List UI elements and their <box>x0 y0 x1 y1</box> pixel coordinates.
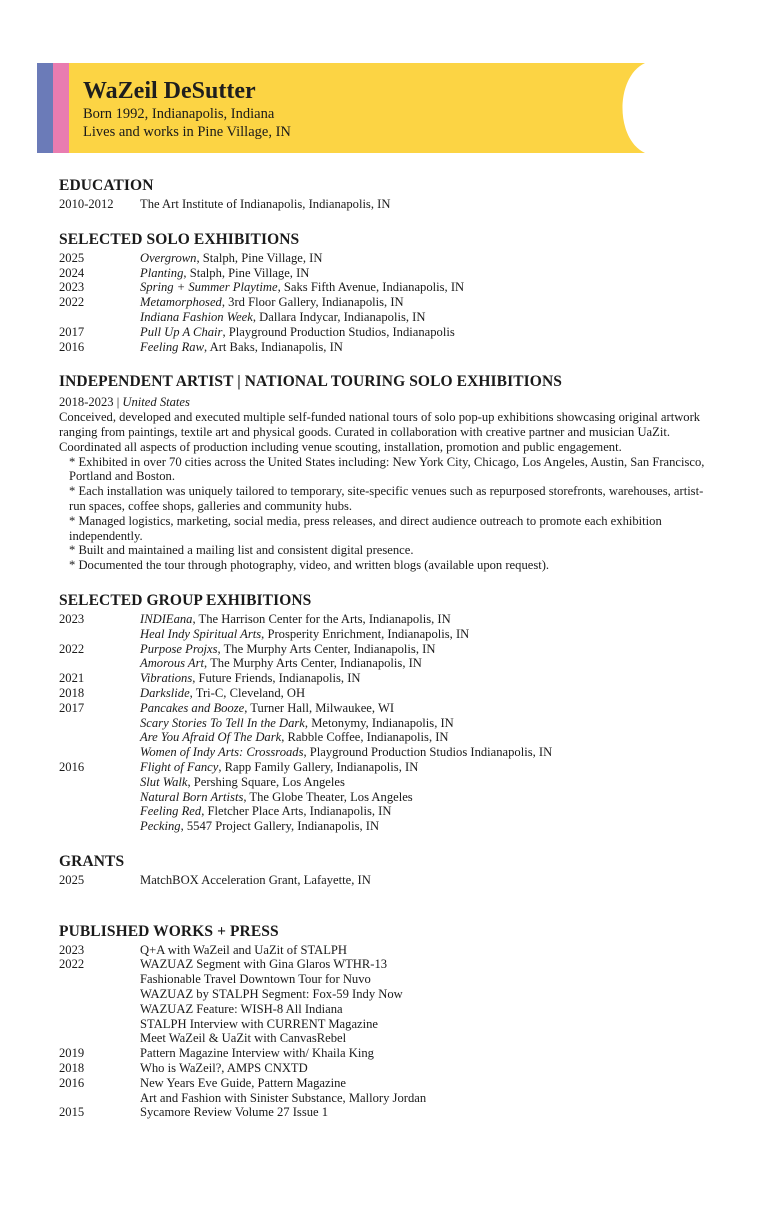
item-text <box>140 686 719 701</box>
item-detail: , Playground Production Studios, Indianapolis <box>222 324 455 339</box>
item-detail: Meet WaZeil & UaZit with CanvasRebel <box>140 1031 347 1046</box>
item-year <box>59 656 140 671</box>
item-text <box>140 340 719 355</box>
item-text <box>140 987 719 1002</box>
list-item <box>59 340 719 355</box>
item-detail: , Turner Hall, Milwaukee, WI <box>244 700 395 715</box>
header-banner <box>37 63 647 153</box>
item-title: Pancakes and Booze <box>140 700 245 715</box>
section-heading: EDUCATION <box>59 177 154 194</box>
item-text <box>140 1091 719 1106</box>
item-detail: , 5547 Project Gallery, Indianapolis, IN <box>180 819 380 834</box>
item-text <box>140 760 719 775</box>
list-item <box>59 1076 719 1091</box>
list-item <box>59 957 719 972</box>
item-detail: Fashionable Travel Downtown Tour for Nuvo <box>140 972 371 987</box>
item-detail: , The Globe Theater, Los Angeles <box>243 789 413 804</box>
list-item <box>59 943 719 958</box>
item-text <box>140 642 719 657</box>
education-section <box>59 176 719 212</box>
item-text <box>140 251 719 266</box>
item-text <box>140 266 719 281</box>
bullet-item: * Exhibited in over 70 cities across the United States including: New York City, Chicago, Los Angeles, Austin, San Francisco, Portland and Boston. <box>69 454 705 484</box>
artist-name: WaZeil DeSutter <box>83 78 256 104</box>
list-item <box>59 1061 719 1076</box>
list-item <box>59 266 719 281</box>
list-item <box>59 972 719 987</box>
item-year <box>59 745 140 760</box>
list-item <box>59 295 719 310</box>
item-year: 2018 <box>59 685 85 700</box>
item-year: 2010-2012 <box>59 197 114 211</box>
item-year <box>59 972 140 987</box>
item-detail: STALPH Interview with CURRENT Magazine <box>140 1016 379 1031</box>
list-item <box>59 745 719 760</box>
item-title: Feeling Raw <box>140 339 205 354</box>
item-detail: Q+A with WaZeil and UaZit of STALPH <box>140 942 348 957</box>
group-exhibitions-list <box>59 612 719 834</box>
item-detail: WAZUAZ Segment with Gina Glaros WTHR-13 <box>140 957 388 972</box>
item-detail: , The Murphy Arts Center, Indianapolis, IN <box>217 641 436 656</box>
item-year: 2016 <box>59 1075 85 1090</box>
pink-stripe <box>53 63 69 153</box>
solo-exhibitions-section <box>59 230 719 355</box>
item-detail: Who is WaZeil?, AMPS CNXTD <box>140 1061 308 1076</box>
item-detail: , Pershing Square, Los Angeles <box>187 774 345 789</box>
item-title: Natural Born Artists <box>140 789 244 804</box>
list-item <box>59 1091 719 1106</box>
tour-years: 2018-2023 | <box>59 395 123 410</box>
item-detail: Sycamore Review Volume 27 Issue 1 <box>140 1105 329 1120</box>
press-section <box>59 922 719 1121</box>
item-title: Darkslide <box>140 685 190 700</box>
item-year: 2017 <box>59 700 85 715</box>
list-item <box>59 1017 719 1032</box>
item-title: Are You Afraid Of The Dark <box>140 730 282 745</box>
list-item <box>59 686 719 701</box>
bullet-item: * Built and maintained a mailing list and consistent digital presence. <box>69 543 414 558</box>
item-detail: , Fletcher Place Arts, Indianapolis, IN <box>201 804 392 819</box>
birth-info: Born 1992, Indianapolis, Indiana <box>83 106 275 122</box>
item-detail: , Stalph, Pine Village, IN <box>183 265 310 280</box>
item-detail: , Art Baks, Indianapolis, IN <box>204 339 343 354</box>
item-text <box>140 1046 719 1061</box>
item-year: 2019 <box>59 1046 85 1061</box>
bullet-item: * Managed logistics, marketing, social media, press releases, and direct audience outreach to promote each exhibition independently. <box>69 513 662 543</box>
item-text <box>140 627 719 642</box>
item-year: 2017 <box>59 324 85 339</box>
item-text <box>140 943 719 958</box>
item-text <box>140 775 719 790</box>
tour-location: United States <box>122 395 190 410</box>
item-title: Women of Indy Arts: Crossroads <box>140 745 304 760</box>
item-title: Spring + Summer Playtime <box>140 280 278 295</box>
item-text <box>140 612 719 627</box>
list-item <box>59 1002 719 1017</box>
list-item <box>59 1105 719 1120</box>
list-item <box>59 656 719 671</box>
item-detail: Art and Fashion with Sinister Substance, Mallory Jordan <box>140 1090 427 1105</box>
item-year <box>59 1031 140 1046</box>
item-text <box>140 716 719 731</box>
item-detail: , Future Friends, Indianapolis, IN <box>192 671 361 686</box>
list-item <box>59 775 719 790</box>
item-detail: , Stalph, Pine Village, IN <box>196 250 323 265</box>
item-year <box>59 790 140 805</box>
item-detail: , Playground Production Studios Indianapolis, IN <box>303 745 553 760</box>
item-text <box>140 1105 719 1120</box>
item-text <box>140 745 719 760</box>
list-item <box>59 873 719 888</box>
item-year: 2023 <box>59 611 85 626</box>
item-title: Pecking <box>140 819 181 834</box>
item-year: 2022 <box>59 295 85 310</box>
item-year <box>59 804 140 819</box>
item-year <box>59 1017 140 1032</box>
list-item <box>59 325 719 340</box>
section-heading: SELECTED GROUP EXHIBITIONS <box>59 591 312 609</box>
item-title: Planting <box>140 265 184 280</box>
item-text <box>140 1031 719 1046</box>
item-year <box>59 987 140 1002</box>
item-year <box>59 627 140 642</box>
item-title: Scary Stories To Tell In the Dark <box>140 715 305 730</box>
tour-bullets <box>59 455 719 573</box>
list-item <box>59 790 719 805</box>
item-year: 2023 <box>59 280 85 295</box>
tour-dates <box>59 395 719 410</box>
list-item <box>59 671 719 686</box>
item-title: Purpose Projxs <box>140 641 218 656</box>
list-item <box>59 760 719 775</box>
item-detail: , Tri-C, Cleveland, OH <box>189 685 306 700</box>
item-detail: WAZUAZ by STALPH Segment: Fox-59 Indy Now <box>140 987 403 1002</box>
item-title: Vibrations <box>140 671 193 686</box>
item-title: Overgrown <box>140 250 197 265</box>
grants-section <box>59 852 719 888</box>
item-year <box>59 775 140 790</box>
item-text <box>140 280 719 295</box>
grants-list <box>59 873 719 888</box>
list-item <box>59 310 719 325</box>
list-item <box>59 612 719 627</box>
item-year: 2016 <box>59 339 85 354</box>
item-text <box>140 730 719 745</box>
item-year <box>59 310 140 325</box>
item-title: Flight of Fancy <box>140 759 219 774</box>
bullet-item: * Each installation was uniquely tailored to temporary, site-specific venues such as repurposed storefronts, warehouses, artist-run spaces, coffee shops, galleries and community hubs. <box>69 484 704 513</box>
item-detail: , Rapp Family Gallery, Indianapolis, IN <box>218 759 419 774</box>
residence-info: Lives and works in Pine Village, IN <box>83 124 291 140</box>
item-detail: , Rabble Coffee, Indianapolis, IN <box>281 730 449 745</box>
item-year: 2023 <box>59 942 85 957</box>
item-year: 2025 <box>59 872 85 887</box>
item-detail: , Metonymy, Indianapolis, IN <box>304 715 454 730</box>
section-heading: PUBLISHED WORKS + PRESS <box>59 922 279 940</box>
item-year: 2016 <box>59 759 85 774</box>
item-text <box>140 1076 719 1091</box>
item-title: Metamorphosed <box>140 295 222 310</box>
item-text <box>140 804 719 819</box>
item-year <box>59 730 140 745</box>
education-list <box>59 197 719 212</box>
item-year: 2018 <box>59 1061 85 1076</box>
item-detail: New Years Eve Guide, Pattern Magazine <box>140 1075 346 1090</box>
item-title: Feeling Red <box>140 804 202 819</box>
item-text <box>140 790 719 805</box>
list-item <box>59 701 719 716</box>
item-detail: , Prosperity Enrichment, Indianapolis, IN <box>261 626 470 641</box>
item-text <box>140 1002 719 1017</box>
item-title: Slut Walk <box>140 774 188 789</box>
item-detail: , Dallara Indycar, Indianapolis, IN <box>252 309 426 324</box>
item-detail: Pattern Magazine Interview with/ Khaila King <box>140 1046 374 1061</box>
solo-exhibitions-list <box>59 251 719 355</box>
item-detail: , The Murphy Arts Center, Indianapolis, IN <box>204 656 422 671</box>
list-item <box>59 280 719 295</box>
list-item <box>59 251 719 266</box>
section-heading: SELECTED SOLO EXHIBITIONS <box>59 230 300 248</box>
item-year: 2022 <box>59 957 85 972</box>
item-detail: The Art Institute of Indianapolis, Indianapolis, IN <box>140 197 391 211</box>
section-heading: INDEPENDENT ARTIST | NATIONAL TOURING SOLO EXHIBITIONS <box>59 373 562 391</box>
blue-stripe <box>37 63 53 153</box>
tour-description: Conceived, developed and executed multiple self-funded national tours of solo pop-up exhibitions showcasing original artwork ranging from paintings, textile art and physical goods. Curated in collaboration with creative partner and musician UaZit. Coordinated all aspects of production including venue scouting, installation, promotion and public engagement. <box>59 410 701 454</box>
item-text <box>140 701 719 716</box>
item-year: 2022 <box>59 641 85 656</box>
bullet-item: * Documented the tour through photography, video, and written blogs (available upon request). <box>69 558 550 573</box>
item-text <box>140 873 719 888</box>
item-text <box>140 310 719 325</box>
item-year: 2025 <box>59 250 85 265</box>
list-item <box>59 716 719 731</box>
item-text <box>140 819 719 834</box>
list-item <box>59 804 719 819</box>
item-year: 2024 <box>59 265 85 280</box>
list-item <box>59 627 719 642</box>
item-text <box>140 1061 719 1076</box>
item-title: Heal Indy Spiritual Arts <box>140 626 262 641</box>
independent-artist-section <box>59 372 719 573</box>
section-heading: GRANTS <box>59 852 125 870</box>
item-detail: , Saks Fifth Avenue, Indianapolis, IN <box>277 280 465 295</box>
item-text <box>140 197 719 212</box>
item-title: Indiana Fashion Week <box>140 309 253 324</box>
item-title: Amorous Art <box>140 656 205 671</box>
item-title: Pull Up A Chair <box>140 324 223 339</box>
item-text <box>140 671 719 686</box>
item-detail: , The Harrison Center for the Arts, Indianapolis, IN <box>192 611 451 626</box>
item-text <box>140 1017 719 1032</box>
item-detail: , 3rd Floor Gallery, Indianapolis, IN <box>221 295 404 310</box>
list-item <box>59 642 719 657</box>
list-item <box>59 730 719 745</box>
item-year <box>59 1091 140 1106</box>
item-year <box>59 716 140 731</box>
list-item <box>59 819 719 834</box>
item-text <box>140 957 719 972</box>
list-item <box>59 1046 719 1061</box>
list-item <box>59 1031 719 1046</box>
item-year <box>59 819 140 834</box>
item-year: 2015 <box>59 1105 85 1120</box>
press-list <box>59 943 719 1121</box>
list-item <box>59 987 719 1002</box>
item-detail: MatchBOX Acceleration Grant, Lafayette, IN <box>140 872 371 887</box>
group-exhibitions-section <box>59 591 719 834</box>
item-text <box>140 295 719 310</box>
item-title: INDIEana <box>140 611 193 626</box>
list-item <box>59 197 719 212</box>
item-text <box>140 972 719 987</box>
item-detail: WAZUAZ Feature: WISH-8 All Indiana <box>140 1001 343 1016</box>
item-year: 2021 <box>59 671 85 686</box>
item-text <box>140 656 719 671</box>
item-year <box>59 1002 140 1017</box>
resume-body <box>59 176 719 1138</box>
item-text <box>140 325 719 340</box>
